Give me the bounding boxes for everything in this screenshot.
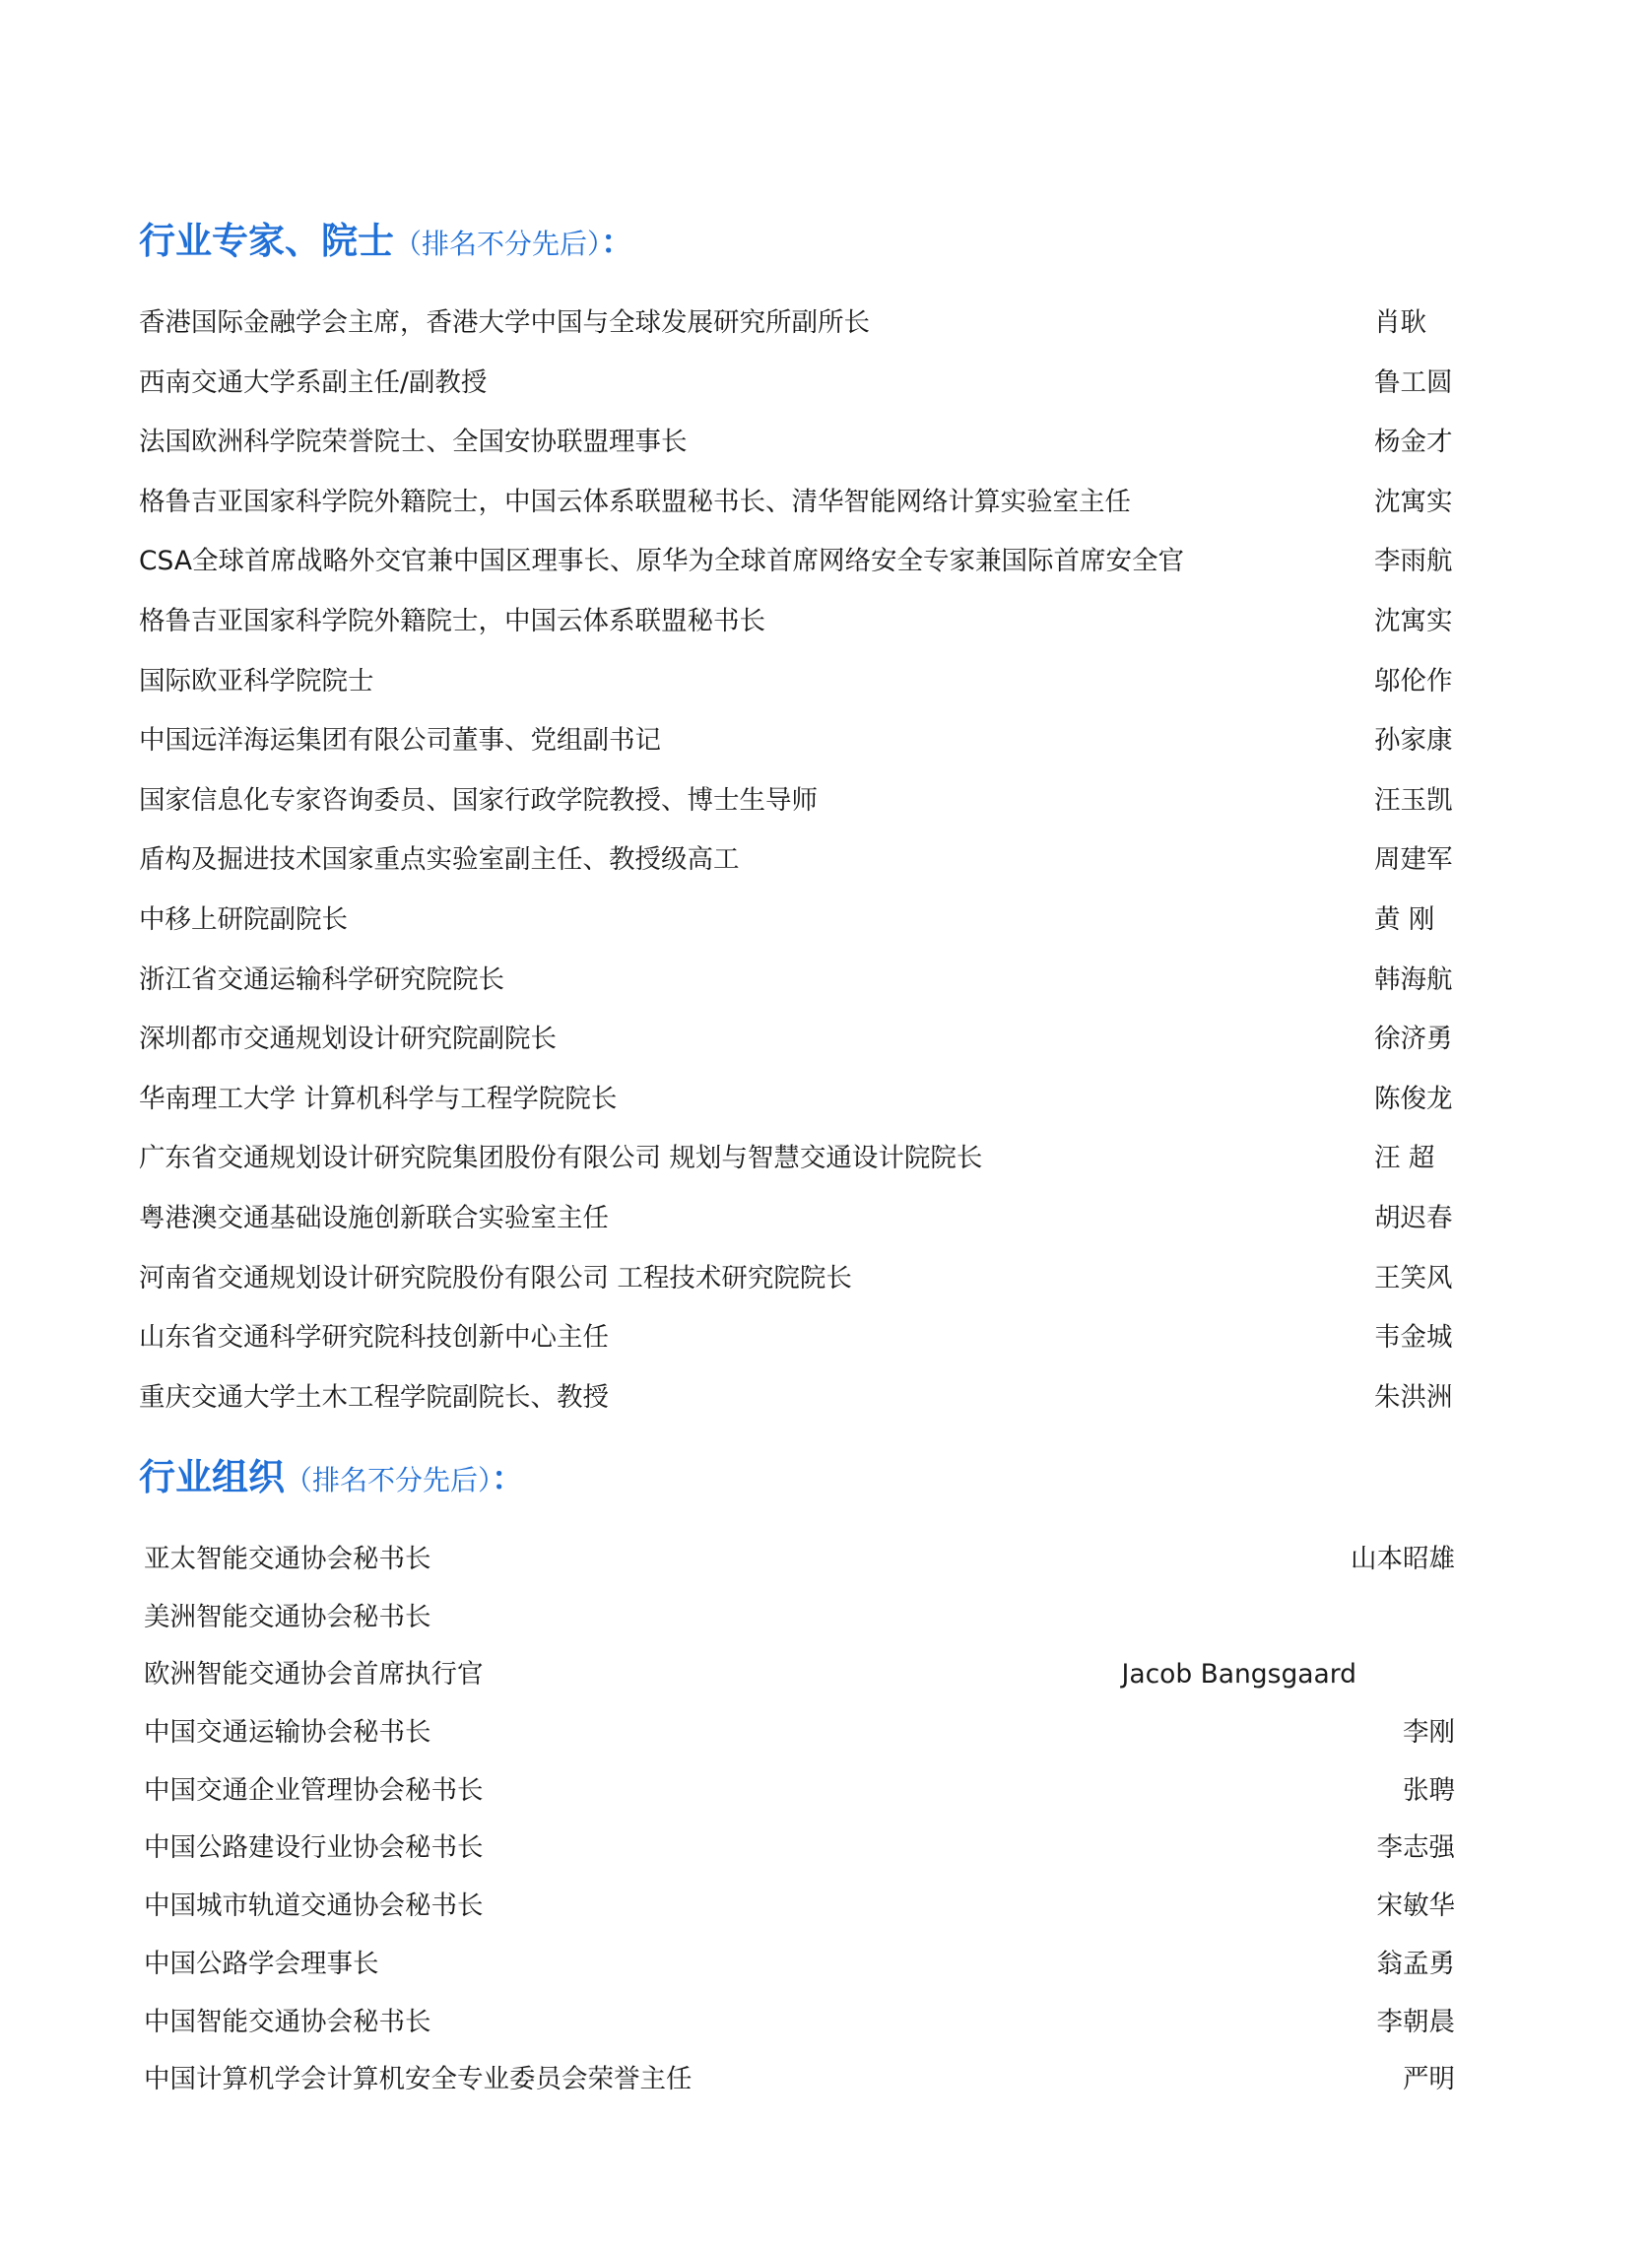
list-item bbox=[0, 1820, 1652, 1878]
person-name: 李刚 bbox=[1403, 1717, 1455, 1749]
list-item bbox=[0, 1589, 1652, 1647]
list-item bbox=[0, 1704, 1652, 1762]
person-name: 胡迟春 bbox=[1374, 1202, 1453, 1233]
list-item bbox=[0, 2051, 1652, 2109]
list-item bbox=[0, 1762, 1652, 1821]
person-name: 宋敏华 bbox=[1376, 1890, 1455, 1922]
person-name: 鲁工圆 bbox=[1374, 366, 1453, 398]
person-name: 山本昭雄 bbox=[1351, 1544, 1455, 1574]
person-name: 汪 超 bbox=[1374, 1143, 1435, 1174]
list-item bbox=[0, 1878, 1652, 1936]
person-name: 韩海航 bbox=[1374, 963, 1453, 995]
person-name: 沈寓实 bbox=[1374, 486, 1453, 517]
person-title: 粤港澳交通基础设施创新联合实验室主任 bbox=[139, 1202, 609, 1233]
person-title: 中国交通企业管理协会秘书长 bbox=[144, 1774, 484, 1806]
experts-heading-note: （排名不分先后） bbox=[394, 228, 602, 260]
person-name: 周建军 bbox=[1374, 844, 1453, 876]
person-title: 重庆交通大学土木工程学院副院长、教授 bbox=[139, 1381, 609, 1413]
person-name: 孙家康 bbox=[1374, 725, 1453, 757]
person-title: 中移上研院副院长 bbox=[139, 903, 348, 935]
list-item bbox=[0, 354, 1652, 414]
person-name: 李朝晨 bbox=[1376, 2006, 1455, 2037]
list-item bbox=[0, 771, 1652, 831]
list-item bbox=[0, 1531, 1652, 1589]
person-name: 王笑风 bbox=[1374, 1262, 1453, 1293]
person-title: 中国远洋海运集团有限公司董事、党组副书记 bbox=[139, 725, 661, 757]
orgs-heading bbox=[139, 1453, 524, 1505]
person-title: 国家信息化专家咨询委员、国家行政学院教授、博士生导师 bbox=[139, 784, 818, 816]
person-title: 中国公路学会理事长 bbox=[144, 1948, 379, 1979]
person-title: 中国城市轨道交通协会秘书长 bbox=[144, 1890, 484, 1922]
list-item bbox=[0, 1994, 1652, 2052]
list-item bbox=[0, 1936, 1652, 1994]
experts-heading-colon: ： bbox=[601, 223, 634, 261]
list-item bbox=[0, 830, 1652, 891]
list-item bbox=[0, 592, 1652, 652]
person-name: 韦金城 bbox=[1374, 1322, 1453, 1354]
person-title: 河南省交通规划设计研究院股份有限公司 工程技术研究院院长 bbox=[139, 1262, 852, 1293]
person-name: 杨金才 bbox=[1374, 427, 1453, 458]
list-item bbox=[0, 532, 1652, 592]
person-title: 中国公路建设行业协会秘书长 bbox=[144, 1832, 484, 1864]
person-title: 华南理工大学 计算机科学与工程学院院长 bbox=[139, 1083, 618, 1114]
person-title: 浙江省交通运输科学研究院院长 bbox=[139, 963, 504, 995]
person-title: 深圳都市交通规划设计研究院副院长 bbox=[139, 1024, 557, 1055]
orgs-list bbox=[0, 1531, 1652, 2109]
experts-heading-title: 行业专家、院士 bbox=[139, 220, 394, 262]
person-title: 香港国际金融学会主席，香港大学中国与全球发展研究所副所长 bbox=[139, 307, 870, 338]
person-name: 李雨航 bbox=[1374, 546, 1453, 577]
person-name: 邬伦作 bbox=[1374, 665, 1453, 696]
person-title: 亚太智能交通协会秘书长 bbox=[144, 1544, 431, 1574]
list-item bbox=[0, 413, 1652, 473]
person-name: 黄 刚 bbox=[1374, 903, 1435, 935]
person-name: 沈寓实 bbox=[1374, 605, 1453, 636]
person-title: 盾构及掘进技术国家重点实验室副主任、教授级高工 bbox=[139, 844, 740, 876]
person-name: 肖耿 bbox=[1374, 307, 1426, 338]
list-item bbox=[0, 1010, 1652, 1070]
person-name: 朱洪洲 bbox=[1374, 1381, 1453, 1413]
person-title: 山东省交通科学研究院科技创新中心主任 bbox=[139, 1322, 609, 1354]
person-title: CSA全球首席战略外交官兼中国区理事长、原华为全球首席网络安全专家兼国际首席安全官 bbox=[139, 546, 1184, 577]
person-title: 国际欧亚科学院院士 bbox=[139, 665, 374, 696]
list-item bbox=[0, 891, 1652, 951]
orgs-heading-note: （排名不分先后） bbox=[285, 1464, 493, 1496]
person-name: 徐济勇 bbox=[1374, 1024, 1453, 1055]
list-item bbox=[0, 1189, 1652, 1249]
list-item bbox=[0, 1308, 1652, 1368]
person-title: 西南交通大学系副主任/副教授 bbox=[139, 366, 488, 398]
person-name: 陈俊龙 bbox=[1374, 1083, 1453, 1114]
orgs-heading-colon: ： bbox=[492, 1459, 525, 1497]
person-title: 欧洲智能交通协会首席执行官 bbox=[144, 1659, 484, 1691]
person-title: 美洲智能交通协会秘书长 bbox=[144, 1601, 431, 1632]
list-item bbox=[0, 711, 1652, 771]
person-title: 中国智能交通协会秘书长 bbox=[144, 2006, 431, 2037]
orgs-heading-title: 行业组织 bbox=[139, 1456, 285, 1498]
person-name: 李志强 bbox=[1376, 1832, 1455, 1864]
person-title: 格鲁吉亚国家科学院外籍院士，中国云体系联盟秘书长、清华智能网络计算实验室主任 bbox=[139, 486, 1131, 517]
list-item bbox=[0, 652, 1652, 712]
list-item bbox=[0, 1249, 1652, 1309]
person-name: 汪玉凯 bbox=[1374, 784, 1453, 816]
person-name: 翁孟勇 bbox=[1376, 1948, 1455, 1979]
person-title: 格鲁吉亚国家科学院外籍院士，中国云体系联盟秘书长 bbox=[139, 605, 765, 636]
experts-heading bbox=[139, 217, 633, 269]
list-item bbox=[0, 473, 1652, 533]
person-title: 法国欧洲科学院荣誉院士、全国安协联盟理事长 bbox=[139, 427, 688, 458]
list-item bbox=[0, 1646, 1652, 1704]
person-title: 广东省交通规划设计研究院集团股份有限公司 规划与智慧交通设计院院长 bbox=[139, 1143, 983, 1174]
person-title: 中国交通运输协会秘书长 bbox=[144, 1717, 431, 1749]
person-title: 中国计算机学会计算机安全专业委员会荣誉主任 bbox=[144, 2064, 693, 2095]
person-name: 张聘 bbox=[1403, 1774, 1455, 1806]
person-name: Jacob Bangsgaard bbox=[1121, 1659, 1356, 1691]
list-item bbox=[0, 951, 1652, 1011]
person-name: 严明 bbox=[1403, 2064, 1455, 2095]
list-item bbox=[0, 294, 1652, 354]
list-item bbox=[0, 1070, 1652, 1130]
experts-list bbox=[0, 294, 1652, 1427]
list-item bbox=[0, 1129, 1652, 1189]
list-item bbox=[0, 1368, 1652, 1428]
